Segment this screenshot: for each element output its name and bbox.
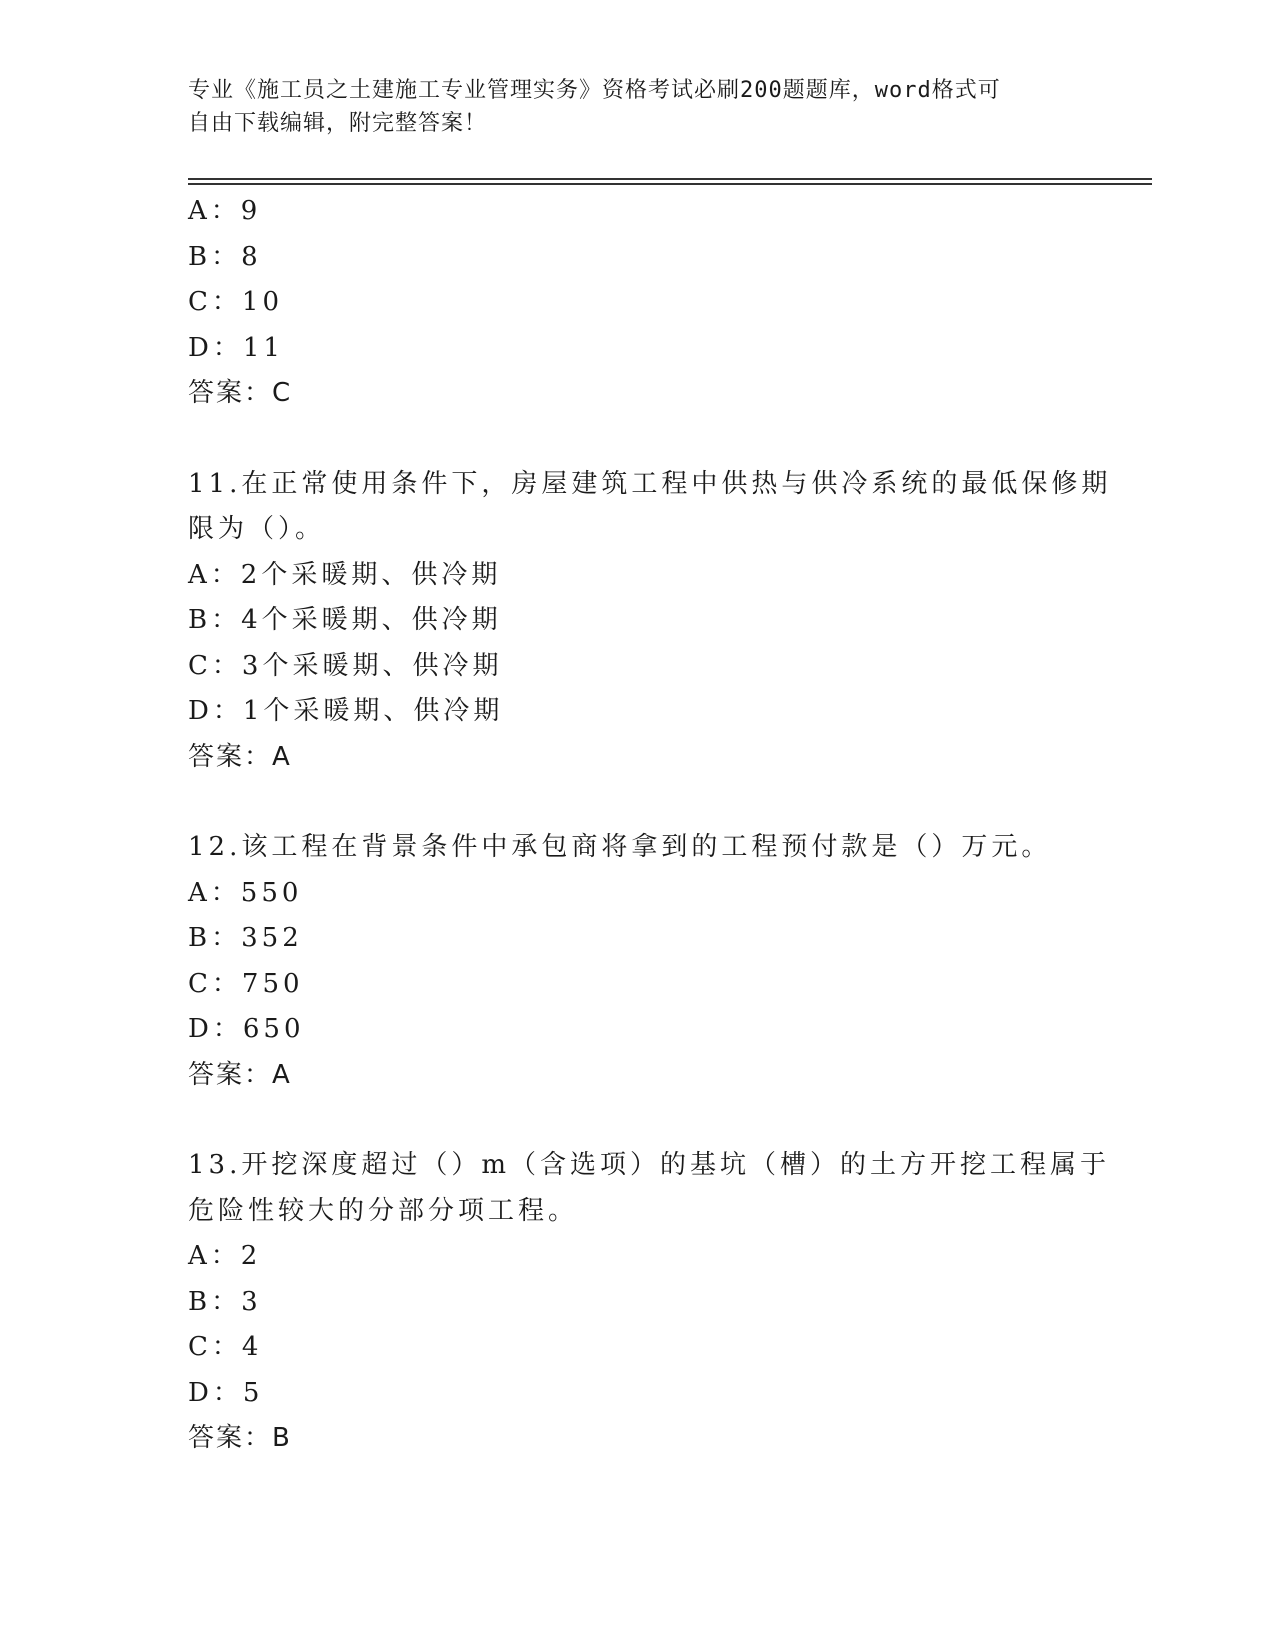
header-line-1: 专业《施工员之土建施工专业管理实务》资格考试必刷200题题库，word格式可: [188, 78, 1001, 103]
option-d: D：11: [188, 332, 284, 363]
header-rule-bottom: [188, 183, 1152, 185]
spacer: [188, 1098, 1088, 1143]
option-d: D：1个采暖期、供冷期: [188, 696, 504, 726]
option-b: B：3: [188, 1286, 262, 1317]
header-line-2: 自由下载编辑，附完整答案！: [188, 111, 488, 136]
option-a: A：9: [188, 196, 262, 226]
question-text-line: 12.该工程在背景条件中承包商将拿到的工程预付款是（）万元。: [188, 832, 1052, 862]
option-d: D：5: [188, 1377, 264, 1408]
question-block-12: [188, 825, 1088, 1098]
answer-line: 答案：A: [188, 741, 292, 772]
answer-line: 答案：B: [188, 1423, 292, 1453]
question-text-line: 11.在正常使用条件下，房屋建筑工程中供热与供冷系统的最低保修期: [188, 468, 1112, 499]
option-d: D：650: [188, 1014, 305, 1044]
question-text-line: 危险性较大的分部分项工程。: [188, 1195, 579, 1226]
spacer: [188, 417, 1088, 462]
spacer: [188, 780, 1088, 825]
question-block-11: [188, 462, 1112, 781]
option-a: A：2个采暖期、供冷期: [188, 559, 502, 590]
question-text-line: 限为（）。: [188, 514, 326, 544]
option-b: B：4个采暖期、供冷期: [188, 605, 502, 635]
option-c: C：750: [188, 968, 304, 999]
option-a: A：550: [188, 877, 303, 908]
question-block-10: [188, 189, 1088, 417]
document-header: [188, 74, 1068, 140]
answer-line: 答案：C: [188, 378, 293, 408]
option-c: C：4: [188, 1332, 263, 1362]
header-rule-top: [188, 178, 1152, 180]
option-a: A：2: [188, 1241, 262, 1271]
option-b: B：352: [188, 923, 303, 953]
option-b: B：8: [188, 241, 262, 272]
question-text-line: 13.开挖深度超过（）m（含选项）的基坑（槽）的土方开挖工程属于: [188, 1150, 1111, 1180]
answer-line: 答案：A: [188, 1059, 292, 1090]
option-c: C：10: [188, 287, 283, 317]
option-c: C：3个采暖期、供冷期: [188, 650, 503, 681]
question-block-13: [188, 1143, 1111, 1462]
question-list: [188, 189, 1112, 1462]
